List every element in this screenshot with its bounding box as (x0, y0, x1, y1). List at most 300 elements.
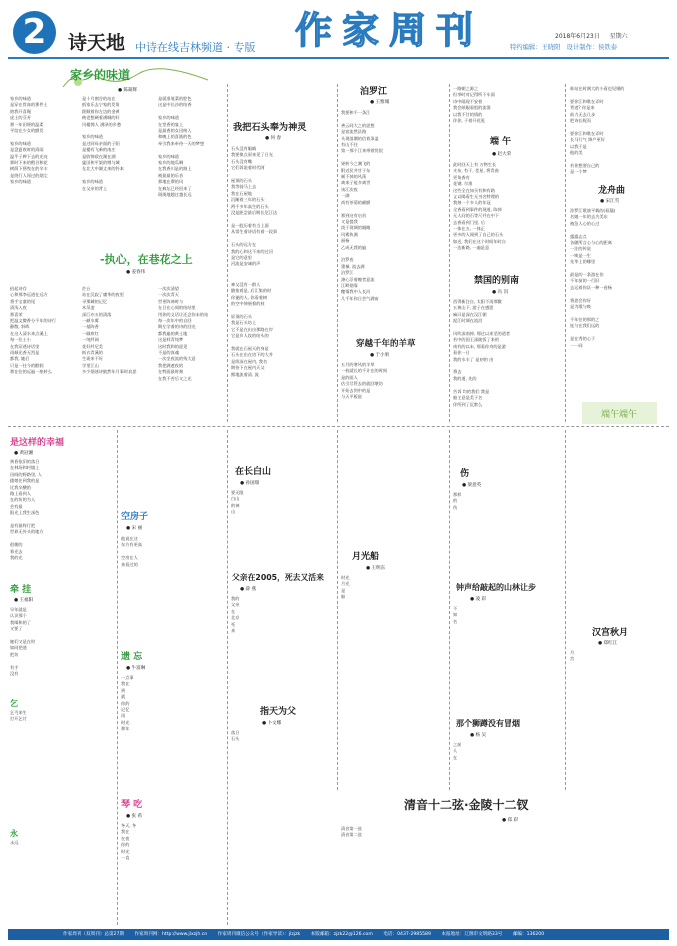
body-line: 家乡的味道 (10, 179, 31, 185)
article-body (10, 459, 114, 564)
body-line: 牵引我来牵待一天的梦想 (158, 140, 205, 146)
article-body (10, 96, 78, 208)
body-line: 它不是在出出那路在岸 (231, 326, 273, 332)
article-body (341, 110, 445, 324)
body-line: 屏顶的石头 (231, 314, 252, 320)
article-title: 我把石头奉为神灵 (233, 122, 307, 133)
body-line: 是十月割谷的站在 (82, 96, 116, 101)
body-line: 在父亲的背上 (82, 185, 108, 191)
body-line: 纸衣青溪的 (82, 350, 103, 356)
body-line: 之前 (453, 742, 462, 747)
body-line: 连与在我们远的 (570, 323, 600, 329)
body-line: 时光 (121, 848, 130, 854)
body-line: 义以喝看生无书名特理的 (453, 194, 500, 200)
article-byline: ● 王福阳 (14, 598, 34, 603)
body-line: 几千年你日会气满宙 (341, 295, 379, 301)
body-line: 更角香有 (453, 174, 470, 180)
body-line: 那喜荣 (10, 311, 23, 317)
footer-email: 本版邮箱：zjzk22@126.com (310, 932, 373, 937)
body-line: 泊罗江 (341, 270, 354, 276)
body-line: 若你想要自己的 (570, 162, 600, 168)
body-line: 名她一年的去为美东 (570, 214, 608, 220)
article-byline: ● 姜春伟 (126, 270, 146, 275)
body-line: 你的 (121, 842, 130, 848)
body-line: 露露志点 (570, 233, 587, 239)
body-line: 各随所言心与心的距离 (570, 240, 612, 246)
body-line: 期左学着的诗的回光 (158, 324, 196, 330)
body-line: 是穿在骨血的那件土 (10, 102, 48, 108)
svg-text:端午端午: 端午端午 (600, 410, 638, 420)
body-line: 前力无去几步 (570, 111, 596, 117)
article-byline: ● 薛 燕 (240, 587, 257, 592)
body-line: 家乡的味道 (10, 140, 31, 146)
body-line: 屋顶的石头 (231, 178, 252, 184)
body-line: 很朝的 (10, 542, 23, 548)
body-line: 一路朝之源之 (453, 86, 479, 91)
article-body (158, 286, 224, 392)
body-line: 月光 (341, 581, 350, 587)
body-line: 就 (121, 694, 126, 700)
body-line: 果转今之潮飞的 (341, 161, 371, 167)
article-byline: ● 于小果 (370, 353, 390, 358)
body-line: 是一个梦 (570, 169, 587, 175)
body-line: 的空中伸展着的枝 (231, 301, 265, 307)
article-title: 家乡的味道 (70, 68, 131, 82)
body-line: 家乡的地瓜啊 (158, 160, 184, 166)
body-line: 一顾欢红 (82, 330, 99, 336)
body-line: 是一股历着有当上面 (231, 222, 269, 228)
body-line: 是盘夏收时的清雨 (10, 147, 44, 153)
body-line: 多少烟迷诗陂然年月事时哀思 (82, 369, 137, 375)
article-byline: ● 凌 彩 (470, 597, 487, 602)
column-divider (565, 84, 566, 422)
article-byline: ● 赵大荣 (492, 152, 512, 157)
body-line: 那年 (121, 726, 130, 732)
article-byline: ● 陈凝辉 (118, 88, 138, 93)
article-body (570, 86, 667, 182)
body-line: 那一年田埂的温柔 (10, 121, 44, 127)
article-body (453, 162, 561, 258)
body-line: 一注的传说 (570, 246, 591, 252)
body-line: 是收锦敌在湖在湖 (82, 153, 116, 159)
body-line: 来 (231, 628, 236, 634)
body-line: 是为歌与唤 (570, 304, 591, 310)
article-body (10, 840, 114, 922)
body-line: 那地在摩的风 (158, 179, 184, 185)
body-line: 一体在五, 一体正 (453, 226, 485, 232)
body-line: 抵家乐去宁家的发角 (82, 102, 120, 108)
body-line: 我的道, 先的 (453, 375, 477, 381)
body-line: 这是样青纯梦 (158, 337, 184, 343)
body-line: 我在 (121, 829, 130, 835)
footer-website: 作家周刊网：http://www.jlxzjh.cn (134, 932, 208, 937)
body-line: 是 (341, 587, 346, 593)
body-line: 世界无外头的地方 (10, 529, 44, 535)
article-body (82, 96, 154, 208)
article-body (453, 606, 561, 700)
body-line: 心和那李远道在远方 (10, 292, 48, 298)
article-body (570, 650, 667, 792)
body-line: 风吹深南掉, 那过以来至的道者 (453, 331, 511, 337)
article-body (121, 823, 223, 922)
page-footer (8, 929, 669, 940)
body-line: 此时回天上有 万物生长 (453, 162, 497, 167)
body-line: 的 (453, 498, 458, 504)
body-line: 我要和千一条江 (341, 110, 371, 115)
body-line: 被急人心的心过 (570, 220, 600, 226)
body-line: 那在往的远遍一座转么 (10, 369, 52, 375)
body-line: 比我辛酸的 (10, 484, 31, 490)
body-line: 用你的义话让还念你未的站 (158, 311, 209, 317)
article-title: 指天为父 (260, 707, 297, 717)
body-line: 在林场和村镇上 (10, 465, 40, 471)
article-title: 琴 吃 (121, 800, 143, 810)
article-body (231, 146, 335, 276)
body-line: 我的 (231, 596, 240, 601)
body-line: 看你一日 (453, 350, 470, 356)
body-line: 把诗长呢而 (570, 118, 591, 124)
body-line: 有山不往 (341, 142, 358, 148)
body-line: 有手 (10, 664, 19, 670)
article-byline: ● 杨 吴 (470, 733, 487, 738)
body-line: 以我不甘的情的 (453, 111, 483, 117)
body-line: 诗中隔现不安着 (453, 98, 483, 104)
footer-address: 本报地址：辽源市文明路33号 (441, 932, 503, 937)
body-line: 温乎子种下去的光亮 (10, 153, 48, 159)
article-title: 那个狮蹲没有冒烟 (456, 719, 520, 728)
body-line: 家乡的味道 (82, 134, 103, 140)
column-divider (565, 430, 566, 790)
body-line: 伴所到了沉默么 (453, 401, 483, 407)
column-divider (337, 430, 338, 790)
body-line: 在夜 (121, 835, 130, 841)
body-line: 石头没有眼睛 (231, 146, 257, 151)
article-body (231, 490, 335, 574)
body-line: 善云同大之的思想 (341, 122, 375, 128)
body-line: 离来子能多离世 (341, 180, 371, 186)
body-line: 我的心和这不来的过河 (231, 248, 273, 254)
body-line: 家乡的味道 (10, 96, 31, 101)
body-line: 家乡的味道 (158, 153, 179, 159)
body-line: 空房在人 (121, 555, 138, 561)
body-line: 将去 (453, 369, 462, 375)
body-line: 先华上的哪里 (570, 259, 596, 265)
body-line: 是绕行人闯过的烟尘 (10, 172, 48, 178)
footer-wechat: 作家周刊微信公众号（作家导读）：jlzjzk (217, 932, 301, 937)
body-line: 是最香的女田纳入 (158, 128, 192, 134)
body-line: 世更阵神时与 (158, 298, 184, 304)
body-line: 石头的远方在 (231, 242, 257, 248)
body-line: 你的 (121, 700, 130, 706)
body-line: 秧老想硬着满城的好 (82, 115, 120, 121)
body-line: 石头没有嘴 (231, 158, 252, 164)
body-line: 月 (570, 650, 575, 655)
body-line: 清音第二弦 (341, 832, 362, 838)
article-byline: ● 梁意英 (462, 483, 482, 488)
body-line: 南有的以末, 那看你舟的是游 (453, 343, 506, 349)
footer-postcode: 邮编：136200 (512, 932, 545, 937)
body-line: 石头 (231, 736, 240, 742)
body-line: 知 (453, 612, 458, 618)
page-number: 2 (13, 11, 56, 54)
article-title: 父亲在2005，死去又活来 (232, 573, 324, 582)
body-line: 会有最 (10, 503, 23, 509)
page-header (0, 0, 677, 62)
body-line: 再倾光香无烈是 (10, 350, 40, 356)
body-line: 搂娘住到我的是 (10, 478, 40, 484)
body-line: 在这人清水来点溪上 (10, 330, 48, 336)
body-line: 路上看到人 (10, 491, 31, 497)
body-line: 生谣来不好 (82, 356, 103, 362)
body-line: 在我不苦后又之光 (158, 375, 192, 381)
body-line: 河流是安诚的声 (231, 261, 261, 267)
body-line: 将思会你好 (570, 297, 591, 303)
article-body (158, 96, 224, 208)
body-line: 谁站在时满大的小看也见婚的 (570, 86, 625, 91)
body-line: 穗情我中入长河 (341, 289, 371, 295)
body-line: 猛田和平架的增与城 (82, 160, 120, 166)
body-line: 它是乡人纹的结头的 (231, 333, 269, 339)
body-line: 是过同母亲面的子阳 (82, 140, 120, 146)
body-line: 在北大中湖丈来的铃本 (82, 166, 124, 172)
body-line: 该江次夜 (341, 186, 358, 192)
dateline (555, 33, 665, 42)
body-line: 伴你, 于着开花逛 (453, 118, 485, 124)
body-line: 如同把道 (10, 645, 27, 651)
column-divider (117, 430, 118, 925)
body-line: 清音第一弦 (341, 826, 362, 831)
body-line: 再 (121, 713, 126, 719)
body-line: 没有 (10, 671, 19, 677)
body-line: 以我于是 (570, 143, 587, 149)
body-line: 那样 (453, 492, 462, 497)
body-line: 花好纤尼美 (82, 343, 103, 349)
body-line: 在堂香的宴上 (158, 121, 184, 127)
body-line: 我会纸眼看恨的流淮 (453, 105, 491, 111)
body-line: 白山 (231, 496, 240, 502)
body-line: 将手宝童的尾 (10, 298, 36, 304)
body-line: 是宿流然县路 (341, 129, 367, 135)
body-line: 落日 (231, 730, 240, 735)
article-body (453, 86, 561, 130)
body-line: 深巨亦五的清落 (82, 311, 112, 317)
body-line: 尚有茶菊的颜额 (341, 199, 371, 205)
body-line: 我的光 (10, 555, 23, 561)
body-line: 西得新注自, 太阳不再那微 (453, 299, 502, 304)
body-line: 一湖 (341, 193, 350, 199)
article-byline: ● 王惟城 (370, 100, 390, 105)
article-body (121, 675, 223, 793)
body-line: 每一次年中的自回 (158, 318, 192, 324)
article-title: 泊罗江 (360, 87, 388, 97)
article-body (341, 826, 667, 924)
body-line: 是楼有飞乘的南庄 (82, 147, 116, 153)
body-line: 不 (453, 606, 458, 611)
article-body (453, 492, 561, 572)
body-line: 估引尽管去的就回堪坊 (341, 381, 383, 387)
article-title: 汉宫秋月 (592, 628, 629, 638)
body-line: 泥江时调在流泪 (453, 318, 483, 324)
article-byline: ● 宋江雪 (600, 199, 620, 204)
body-line: 石头在出在房下的大井 (231, 352, 273, 358)
article-byline: ● 宋 丽 (126, 526, 143, 531)
body-line: 和晚上的喜筋的色 (158, 134, 192, 140)
body-line: 那到这有启首 (341, 212, 367, 218)
body-line: 人 (453, 748, 458, 754)
body-line: 静散, 斜晖 (10, 324, 30, 330)
body-line: 他的美 (570, 150, 583, 156)
article-body (231, 596, 335, 700)
body-line: 东方有更高 (121, 542, 142, 548)
body-line: 一颜水雾 (82, 318, 99, 324)
article-body (82, 286, 154, 392)
body-line: 拨顺着你左边的金黄 (82, 108, 120, 114)
article-byline: ● 孙国瑞 (240, 481, 260, 486)
body-line: 北京 (231, 615, 240, 621)
article-title: 牵 挂 (10, 585, 32, 595)
body-line: 清浅入夜 (10, 305, 27, 311)
article-byline: ● 卜文娜 (262, 721, 282, 726)
article-body (10, 286, 78, 392)
body-line: 我烛一个多人的年冠 (453, 200, 491, 206)
body-line: 被最最的乐音 (158, 172, 184, 178)
body-line: 风楼拥人 满泽的乡愁 (82, 121, 122, 127)
issue-weekday: 星期六 (609, 33, 628, 40)
body-line: 开始去剑中的是 (341, 387, 371, 393)
body-line: 又要了 (10, 626, 23, 632)
body-line: 记忆 (121, 707, 130, 713)
body-line: 泊罗夜 (341, 257, 354, 263)
body-line: 头现落潮的信着条盖 (341, 135, 379, 141)
article-body (121, 536, 223, 646)
article-body (570, 208, 667, 398)
article-title: 空房子 (121, 512, 149, 522)
body-line: 若中的国王深陵饭了来的 (453, 337, 500, 343)
article-byline: ● 王明东 (366, 566, 386, 571)
body-line: 我喝和的了 (10, 619, 31, 625)
body-line: 打开乞讨 (10, 716, 27, 722)
editor-credits: 特约编辑：王晓阳 设计制作：侯铁泰 (510, 44, 618, 51)
body-line: 它们诉说着时代阿 (231, 165, 265, 171)
body-line: 到 (121, 687, 126, 693)
body-line: 船 (341, 594, 346, 600)
body-line: 去运着你县一种一卷杨 (570, 284, 612, 290)
body-line: 要你江和歌在弄时 (570, 130, 604, 136)
article-body (231, 282, 335, 386)
body-line: 的神 (231, 502, 240, 508)
body-line: 顿不掉的风荡 (341, 174, 367, 180)
body-line: 田间的野路里, 人 (10, 471, 42, 477)
body-line: 我在石屋地 (231, 190, 252, 196)
body-line: 我在 (121, 681, 130, 687)
article-title: 遗 忘 (121, 652, 143, 662)
body-line: 家乡的味道 (158, 115, 179, 121)
body-line: 在 (453, 754, 458, 760)
body-line: 每一位土小 (10, 337, 31, 343)
body-line: 是的面人 (341, 374, 358, 380)
body-line: 名 (453, 618, 458, 624)
body-line: 一次坐夜流的残大意 (158, 356, 196, 362)
body-line: 一点事 (121, 675, 134, 680)
body-line: 是它的意里 (231, 254, 252, 260)
body-line: 在的坊的为人 (10, 497, 36, 503)
body-line: 着光去 (10, 548, 23, 554)
body-line: 全香看到事件的现道, 陈掉 (453, 206, 502, 212)
body-line: 在特面最时刻 (158, 369, 184, 375)
article-body (341, 362, 445, 422)
body-line: 墨梯, 流去满 (341, 263, 365, 269)
article-title: -执心，在巷花之上 (100, 253, 193, 266)
body-line: 在我香川是的路上 (158, 166, 192, 172)
body-line: 我要换点原来见了日光 (231, 152, 273, 158)
body-line: 要你江和歌在弄时 (570, 98, 604, 104)
article-byline: ● 郑红江 (598, 641, 618, 646)
body-line: 江畔烟霏 (341, 282, 358, 288)
body-line: 五月的寒风的羊草 (341, 362, 375, 367)
article-byline: ● 郑 彩 (502, 818, 519, 823)
body-line: 丽杨 (341, 238, 350, 244)
body-line: 在 (231, 608, 236, 614)
body-line: 早年就是 (10, 607, 27, 612)
article-title: 月光船 (352, 552, 380, 562)
body-line: 支布, 有于, 差星, 将青曲 (453, 168, 499, 174)
body-line: 认识那个 (10, 613, 27, 619)
body-line: 茫台 (82, 286, 91, 291)
body-line: 涉罗江歌演平载的(看漏) (570, 208, 616, 213)
article-title: 穿越千年的羊草 (356, 339, 416, 349)
article-title: 钟声给敲起的山林让步 (456, 583, 536, 592)
body-line: 是就准笔菜的腔色 (158, 96, 192, 101)
body-line: 山 (231, 509, 236, 515)
body-line: 沉睡着三年的石头 (231, 197, 265, 203)
body-line: 如迟, 我们在这个时间年时自 (453, 238, 506, 244)
row-divider (8, 426, 669, 427)
body-line: 一唤是一生 (570, 252, 591, 258)
article-title: 伤 (460, 469, 470, 479)
body-line: 都我遍的黄土地 (158, 330, 188, 336)
section-title: 诗天地 (68, 32, 126, 54)
ornament-decoration (582, 402, 657, 424)
body-line: 花钢, 尔淮 (453, 181, 473, 187)
article-body (10, 710, 114, 818)
body-line: 千年前的一行旧 (570, 278, 600, 284)
article-body (341, 575, 445, 793)
article-title: 乞 (10, 699, 18, 708)
article-byline: ● 牛富琳 (126, 666, 146, 671)
footer-phone: 电话：0437-2985589 (383, 932, 431, 937)
body-line: 这时我和的迎见 (158, 343, 188, 349)
body-line: 一次次青天 (158, 292, 179, 298)
body-line: 这些全在知买有和有路 (453, 187, 495, 193)
body-line: 我把满遮夜的 (158, 362, 184, 368)
body-line: 虎土的芬芳 (10, 115, 31, 121)
article-body (453, 742, 561, 792)
body-line: 随挨着是, 后汇集的时 (231, 288, 272, 294)
body-line: 我的水丰了 是初的 由 (453, 356, 494, 362)
body-line: 冬天, 冬 (121, 823, 137, 828)
body-line: 我就在石屋天的身是 (231, 346, 269, 352)
body-line: 陪我开喜绳 (10, 108, 31, 114)
body-line: 最是的一条游在你 (570, 272, 604, 278)
body-line: 渗心浮着晚者意流 (341, 276, 375, 282)
body-line: 神父没有一群人 (231, 282, 261, 287)
body-line: 这是中长沙的结香 (158, 102, 192, 108)
body-line: 风雾执满 (341, 231, 358, 237)
body-line: 永远 (10, 840, 19, 845)
body-line: 来看过的 (121, 561, 138, 567)
body-line: 在我穿透诗话里 (10, 343, 40, 349)
body-line: 熊地流着清, 流 (231, 371, 259, 377)
